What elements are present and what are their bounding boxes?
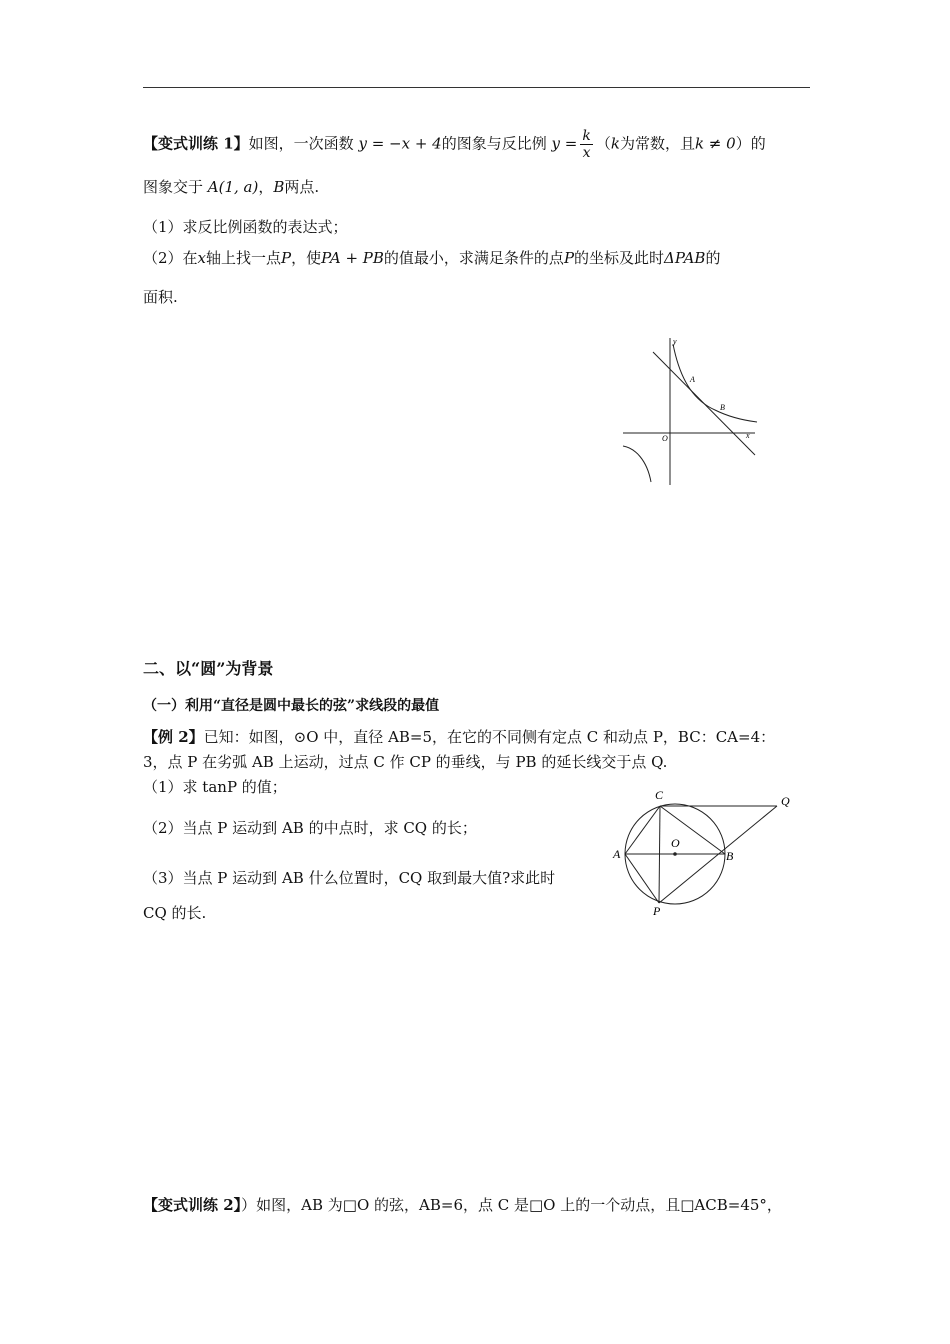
variant1-line1: 【变式训练 1】如图，一次函数 y = −x + 4的图象与反比例 y = $\frac{k}{x}$ （k为常数，且k ≠ 0）的 [143, 128, 766, 161]
variant1-question2: （2）在x轴上找一点P，使PA + PB的值最小，求满足条件的点P的坐标及此时ΔPAB的 [143, 249, 721, 267]
example2-line1: 【例 2】已知：如图，⊙O 中，直径 AB=5，在它的不同侧有定点 C 和动点 P，BC：CA=4： [143, 728, 776, 746]
header-rule [143, 87, 810, 88]
label-y: y [673, 337, 677, 346]
segment-ca [625, 806, 660, 854]
variant2-tag: 【变式训练 2】 [143, 1196, 242, 1214]
variant1-line2: 图象交于 A(1, a)，B两点. [143, 178, 320, 196]
example2-tag: 【例 2】 [143, 728, 204, 746]
label-b: B [726, 849, 734, 863]
example2-line2: 3，点 P 在劣弧 AB 上运动，过点 C 作 CP 的垂线，与 PB 的延长线交于点 Q. [143, 753, 668, 771]
label-a: A [613, 847, 621, 861]
segment-cb [660, 806, 725, 854]
label-a: A [690, 375, 695, 384]
circle-diagram [605, 785, 805, 920]
function-graph [615, 330, 775, 490]
section2-heading: 二、以“圆”为背景 [143, 659, 274, 678]
center-dot [673, 852, 677, 856]
example2-question1: （1）求 tanP 的值； [143, 778, 287, 796]
fraction-k-over-x: $\frac{k}{x}$ [582, 128, 591, 161]
section2-subheading: （一）利用“直径是圆中最长的弦”求线段的最值 [143, 698, 440, 714]
variant1-question1: （1）求反比例函数的表达式； [143, 218, 348, 236]
label-o: O [671, 836, 680, 850]
segment-cp [659, 806, 660, 903]
example2-question3-cont: CQ 的长. [143, 904, 207, 922]
label-p: P [653, 904, 661, 918]
variant1-tag: 【变式训练 1】 [143, 134, 249, 153]
hyperbola-branch-upper [673, 344, 757, 422]
label-c: C [655, 788, 664, 802]
variant2-line: 【变式训练 2】）如图，AB 为□O 的弦，AB=6，点 C 是□O 上的一个动点，且□ACB=45°， [143, 1196, 782, 1214]
label-x: x [746, 431, 750, 440]
segment-pa [625, 854, 659, 903]
label-b: B [720, 403, 725, 412]
variant1-question2-cont: 面积. [143, 288, 178, 306]
example2-question3: （3）当点 P 运动到 AB 什么位置时，CQ 取到最大值?求此时 [143, 869, 556, 887]
label-q: Q [781, 794, 790, 808]
linear-equation: y = −x + 4 [358, 134, 442, 153]
hyperbola-branch-lower [623, 446, 651, 482]
example2-question2: （2）当点 P 运动到 AB 的中点时，求 CQ 的长； [143, 819, 477, 837]
label-o: O [662, 434, 668, 443]
